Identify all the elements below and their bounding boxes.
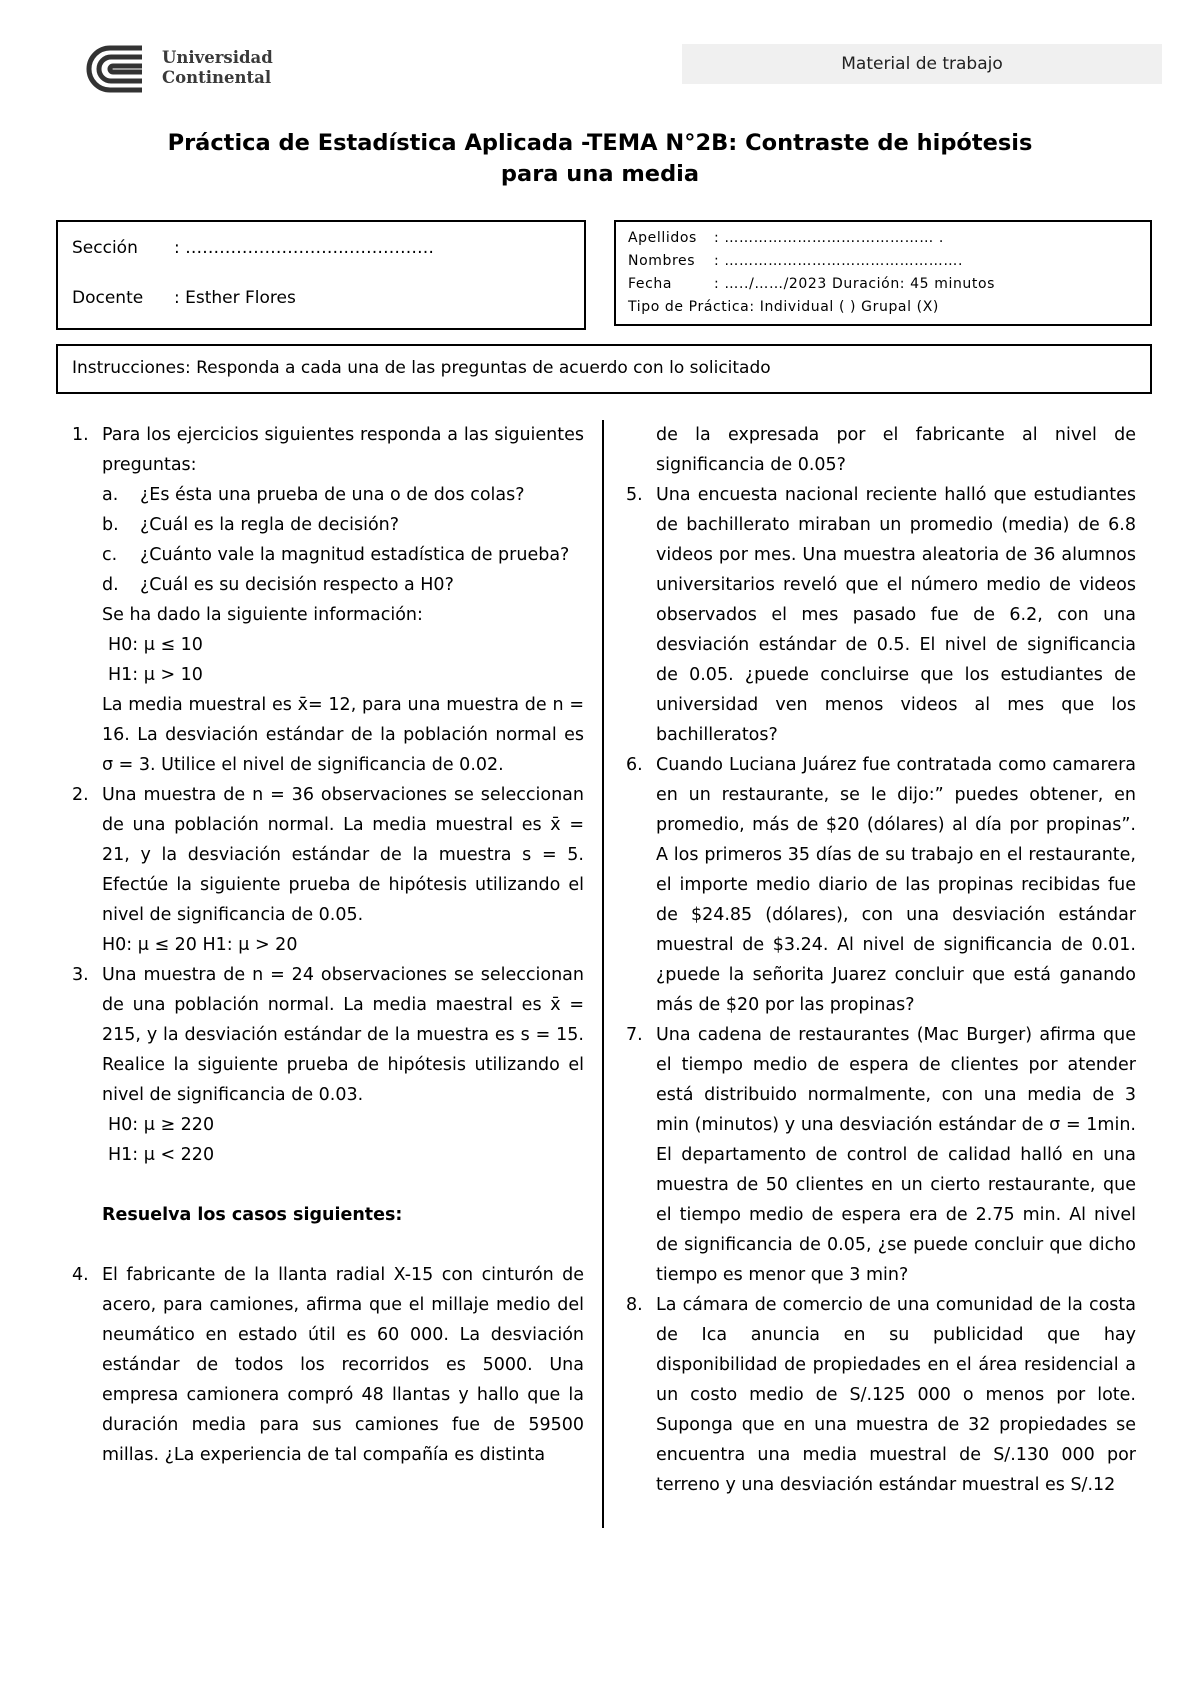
q4-number: 4.	[72, 1265, 89, 1285]
q1b-text: ¿Cuál es la regla de decisión?	[140, 515, 400, 535]
seccion-row	[72, 238, 434, 258]
title-line2: para una media	[500, 161, 700, 187]
page-title	[80, 128, 1120, 190]
question-7	[624, 1020, 1136, 1290]
question-8	[624, 1290, 1136, 1500]
fecha-row	[628, 276, 995, 292]
q1-number: 1.	[72, 425, 89, 445]
q7-number: 7.	[626, 1025, 643, 1045]
question-2	[70, 780, 584, 960]
university-logo	[84, 44, 273, 96]
q1-info: Se ha dado la siguiente información:	[102, 605, 423, 625]
q4-continuation: de la expresada por el fabricante al nivel de significancia de 0.05?	[656, 425, 1136, 475]
q1d-letter: d.	[102, 575, 119, 595]
apellidos-value: : ……………………….…………… .	[714, 230, 944, 246]
question-1	[70, 420, 584, 480]
q8-number: 8.	[626, 1295, 643, 1315]
seccion-label: Sección	[72, 238, 138, 258]
instructions-box	[56, 344, 1152, 394]
docente-value: : Esther Flores	[174, 288, 296, 308]
logo-line1: Universidad	[162, 48, 273, 67]
docente-row	[72, 288, 296, 308]
q3-h0: H0: μ ≥ 220	[108, 1115, 215, 1135]
q1-h0: H0: μ ≤ 10	[108, 635, 203, 655]
q6-text: Cuando Luciana Juárez fue contratada como camarera en un restaurante, se le dijo:” puedes obtener, en promedio, más de $20 (dólares) al día por propinas”. A los primeros 35 días de su trabajo en el restaurante, el importe medio diario de las propinas recibidas fue de $24.85 (dólares), con una desviación estándar muestral de $3.24. Al nivel de significancia de 0.01. ¿puede la señorita Juarez concluir que está ganando más de $20 por las propinas?	[656, 755, 1136, 1015]
q1-sub-b	[70, 510, 584, 540]
q2-text: Una muestra de n = 36 observaciones se seleccionan de una población normal. La media muestral es x̄ = 21, y la desviación estándar de la muestra s = 5. Efectúe la siguiente prueba de hipótesis utilizando el nivel de significancia de 0.05.	[102, 785, 584, 925]
nombres-label: Nombres	[628, 253, 696, 269]
material-label: Material de trabajo	[682, 44, 1162, 84]
q4-text: El fabricante de la llanta radial X-15 con cinturón de acero, para camiones, afirma que el millaje medio del neumático en estado útil es 60 000. La desviación estándar de todos los recorridos es 5000. Una empresa camionera compró 48 llantas y hallo que la duración media para sus camiones fue de 59500 millas. ¿La experiencia de tal compañía es distinta	[102, 1265, 584, 1465]
fecha-label: Fecha	[628, 276, 673, 292]
left-column	[70, 420, 584, 1470]
q1-sub-a	[70, 480, 584, 510]
q1a-letter: a.	[102, 485, 119, 505]
seccion-value: : ………………………..……………	[174, 238, 434, 258]
q1c-letter: c.	[102, 545, 118, 565]
fecha-value: : …../……/2023 Duración: 45 minutos	[714, 276, 996, 292]
title-line1: Práctica de Estadística Aplicada -TEMA N°2B: Contraste de hipótesis	[167, 130, 1033, 156]
q2-hypotheses: H0: μ ≤ 20 H1: μ > 20	[102, 935, 298, 955]
q5-text: Una encuesta nacional reciente halló que estudiantes de bachillerato miraban un promedio (media) de 6.8 videos por mes. Una muestra aleatoria de 36 alumnos universitarios reveló que el número medio de videos observados el mes pasado fue de 6.2, con una desviación estándar de 0.5. El nivel de significancia de 0.05. ¿puede concluirse que los estudiantes de universidad ven menos videos al mes que los bachilleratos?	[656, 485, 1136, 745]
column-divider	[602, 420, 604, 1528]
continental-logo-icon	[84, 44, 154, 94]
section-teacher-box	[56, 220, 586, 330]
q3-text: Una muestra de n = 24 observaciones se seleccionan de una población normal. La media maestral es x̄ = 215, y la desviación estándar de la muestra es s = 15. Realice la siguiente prueba de hipótesis utilizando el nivel de significancia de 0.03.	[102, 965, 584, 1105]
student-info-box	[614, 220, 1152, 326]
apellidos-label: Apellidos	[628, 230, 697, 246]
logo-line2: Continental	[162, 68, 272, 87]
q1-sub-c	[70, 540, 584, 570]
spacer	[70, 1170, 584, 1200]
q1-data: La media muestral es x̄= 12, para una muestra de n = 16. La desviación estándar de la población normal es σ = 3. Utilice el nivel de significancia de 0.02.	[102, 695, 584, 775]
q1c-text: ¿Cuánto vale la magnitud estadística de prueba?	[140, 545, 570, 565]
q2-number: 2.	[72, 785, 89, 805]
q1d-text: ¿Cuál es su decisión respecto a H0?	[140, 575, 454, 595]
question-6	[624, 750, 1136, 1020]
right-column	[624, 420, 1136, 1500]
logo-text	[162, 48, 273, 88]
question-4	[70, 1260, 584, 1470]
question-3	[70, 960, 584, 1110]
spacer	[70, 1230, 584, 1260]
q1b-letter: b.	[102, 515, 119, 535]
nombres-value: : ………………………………………….	[714, 253, 964, 269]
q6-number: 6.	[626, 755, 643, 775]
q8-text: La cámara de comercio de una comunidad de la costa de Ica anuncia en su publicidad que hay disponibilidad de propiedades en el área residencial a un costo medio de S/.125 000 o menos por lote. Suponga que en una muestra de 32 propiedades se encuentra una media muestral de S/.130 000 por terreno y una desviación estándar muestral es S/.12	[656, 1295, 1136, 1495]
q5-number: 5.	[626, 485, 643, 505]
q7-text: Una cadena de restaurantes (Mac Burger) afirma que el tiempo medio de espera de clientes por atender está distribuido normalmente, con una media de 3 min (minutos) y una desviación estándar de σ = 1min. El departamento de control de calidad halló en una muestra de 50 clientes en un cierto restaurante, que el tiempo medio de espera era de 2.75 min. Al nivel de significancia de 0.05, ¿se puede concluir que dicho tiempo es menor que 3 min?	[656, 1025, 1136, 1285]
q1-text: Para los ejercicios siguientes responda a las siguientes preguntas:	[102, 425, 584, 475]
q3-h1: H1: μ < 220	[108, 1145, 215, 1165]
docente-label: Docente	[72, 288, 144, 308]
q1-h1: H1: μ > 10	[108, 665, 203, 685]
apellidos-row	[628, 230, 944, 246]
q1-sub-d	[70, 570, 584, 600]
nombres-row	[628, 253, 963, 269]
question-5	[624, 480, 1136, 750]
q3-number: 3.	[72, 965, 89, 985]
resuelva-heading: Resuelva los casos siguientes:	[102, 1205, 403, 1225]
tipo-practica: Tipo de Práctica: Individual ( ) Grupal (X)	[628, 299, 939, 315]
q1a-text: ¿Es ésta una prueba de una o de dos colas?	[140, 485, 525, 505]
instructions-text: Instrucciones: Responda a cada una de las preguntas de acuerdo con lo solicitado	[72, 358, 771, 378]
